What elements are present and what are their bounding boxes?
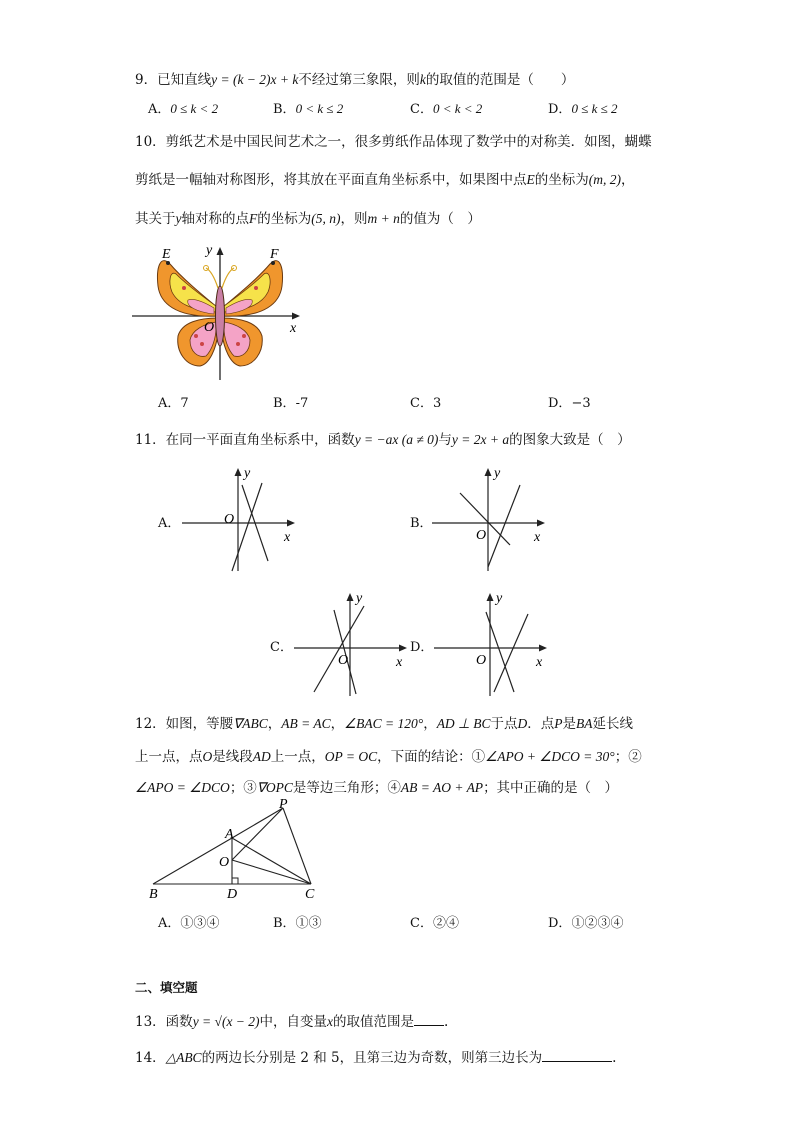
arrow-icon <box>287 520 295 527</box>
q14-answer-blank[interactable] <box>542 1049 612 1062</box>
q12-option-d[interactable]: D．①②③④ <box>548 916 624 931</box>
q12-line3: ∠APO = ∠DCO；③∇OPC是等边三角形；④AB = AO + AP；其中正确的是（ ） <box>135 780 619 796</box>
svg-text:O: O <box>338 653 349 668</box>
svg-text:O: O <box>476 528 487 543</box>
line-rising <box>314 606 364 692</box>
right-angle-mark <box>232 878 238 884</box>
q10-option-c[interactable]: C．3 <box>410 396 442 411</box>
q12-option-a[interactable]: A．①③④ <box>158 916 220 931</box>
svg-text:x: x <box>396 655 403 670</box>
svg-text:P: P <box>279 797 288 812</box>
line-rising <box>488 485 520 567</box>
q12-line2: 上一点，点O是线段AD上一点，OP = OC，下面的结论：①∠APO + ∠DCO = 30°；② <box>135 749 642 765</box>
q12-option-c[interactable]: C．②④ <box>410 916 459 931</box>
arrow-icon <box>399 645 407 652</box>
q11-graph-d[interactable] <box>432 590 552 700</box>
arrow-icon <box>537 520 545 527</box>
svg-text:O: O <box>476 653 487 668</box>
q10-option-d[interactable]: D．−3 <box>548 396 591 411</box>
line-rising <box>494 614 528 692</box>
q9-option-b[interactable]: B．0 < k ≤ 2 <box>273 101 344 117</box>
q12-triangle-figure <box>145 797 330 902</box>
label-x: x <box>290 321 297 336</box>
label-origin: O <box>204 320 215 335</box>
svg-text:O: O <box>224 512 235 527</box>
arrow-icon <box>539 645 547 652</box>
y-axis-arrow-icon <box>217 247 224 255</box>
q13-stem: 13．函数y = √(x − 2)中，自变量x的取值范围是 . <box>135 1014 449 1030</box>
q10-butterfly-figure <box>130 238 310 383</box>
q13-answer-blank[interactable] <box>414 1013 444 1026</box>
q9-option-c[interactable]: C．0 < k < 2 <box>410 101 483 117</box>
svg-text:C: C <box>305 887 315 902</box>
q9-option-d[interactable]: D．0 ≤ k ≤ 2 <box>548 101 618 117</box>
q11-option-d[interactable]: D． <box>410 640 434 655</box>
q9-option-a[interactable]: A．0 ≤ k < 2 <box>148 101 219 117</box>
q11-graph-c[interactable] <box>292 590 412 700</box>
svg-text:O: O <box>219 855 230 870</box>
q10-option-b[interactable]: B．-7 <box>273 396 309 411</box>
arrow-icon <box>347 593 354 601</box>
q11-graph-b[interactable] <box>430 465 550 575</box>
svg-text:D: D <box>227 887 238 902</box>
q9-formula: y = (k − 2)x + k <box>211 72 299 87</box>
label-e: E <box>162 247 171 262</box>
q10-line3: 其关于y轴对称的点F的坐标为(5, n)，则m + n的值为（ ） <box>135 211 481 227</box>
svg-text:y: y <box>494 466 501 481</box>
q12-line1: 12．如图，等腰∇ABC，AB = AC，∠BAC = 120°，AD ⊥ BC于点D．点P是BA延长线 <box>135 716 633 732</box>
q11-option-a[interactable]: A． <box>158 516 181 531</box>
arrow-icon <box>487 593 494 601</box>
label-f: F <box>270 247 279 262</box>
svg-text:x: x <box>534 530 541 545</box>
section-fill-in-blank: 二、填空题 <box>135 980 198 995</box>
q14-stem: 14．△ABC的两边长分别是 2 和 5，且第三边为奇数，则第三边长为 . <box>135 1050 617 1066</box>
q12-option-b[interactable]: B．①③ <box>273 916 322 931</box>
q10-line1: 10．剪纸艺术是中国民间艺术之一，很多剪纸作品体现了数学中的对称美．如图，蝴蝶 <box>135 134 652 150</box>
svg-text:B: B <box>149 887 158 902</box>
svg-text:x: x <box>284 530 291 545</box>
q11-option-b[interactable]: B． <box>410 516 433 531</box>
q10-line2: 剪纸是一幅轴对称图形，将其放在平面直角坐标系中，如果图中点E的坐标为(m, 2)， <box>135 172 635 188</box>
arrow-icon <box>235 468 242 476</box>
q11-stem: 11．在同一平面直角坐标系中，函数y = −ax (a ≠ 0)与y = 2x + a的图象大致是（ ） <box>135 432 631 448</box>
line-rising <box>232 483 262 571</box>
svg-text:y: y <box>244 466 251 481</box>
label-y: y <box>206 243 213 258</box>
q10-option-a[interactable]: A．7 <box>158 396 189 411</box>
svg-text:x: x <box>536 655 543 670</box>
q11-graph-a[interactable] <box>180 465 300 575</box>
q9-stem: 9．已知直线y = (k − 2)x + k不经过第三象限，则k的取值的范围是（ ） <box>135 72 575 88</box>
svg-text:y: y <box>356 591 363 606</box>
q11-option-c[interactable]: C． <box>270 640 293 655</box>
svg-text:y: y <box>496 591 503 606</box>
arrow-icon <box>485 468 492 476</box>
x-axis-arrow-icon <box>292 313 300 320</box>
svg-text:A: A <box>225 827 234 842</box>
